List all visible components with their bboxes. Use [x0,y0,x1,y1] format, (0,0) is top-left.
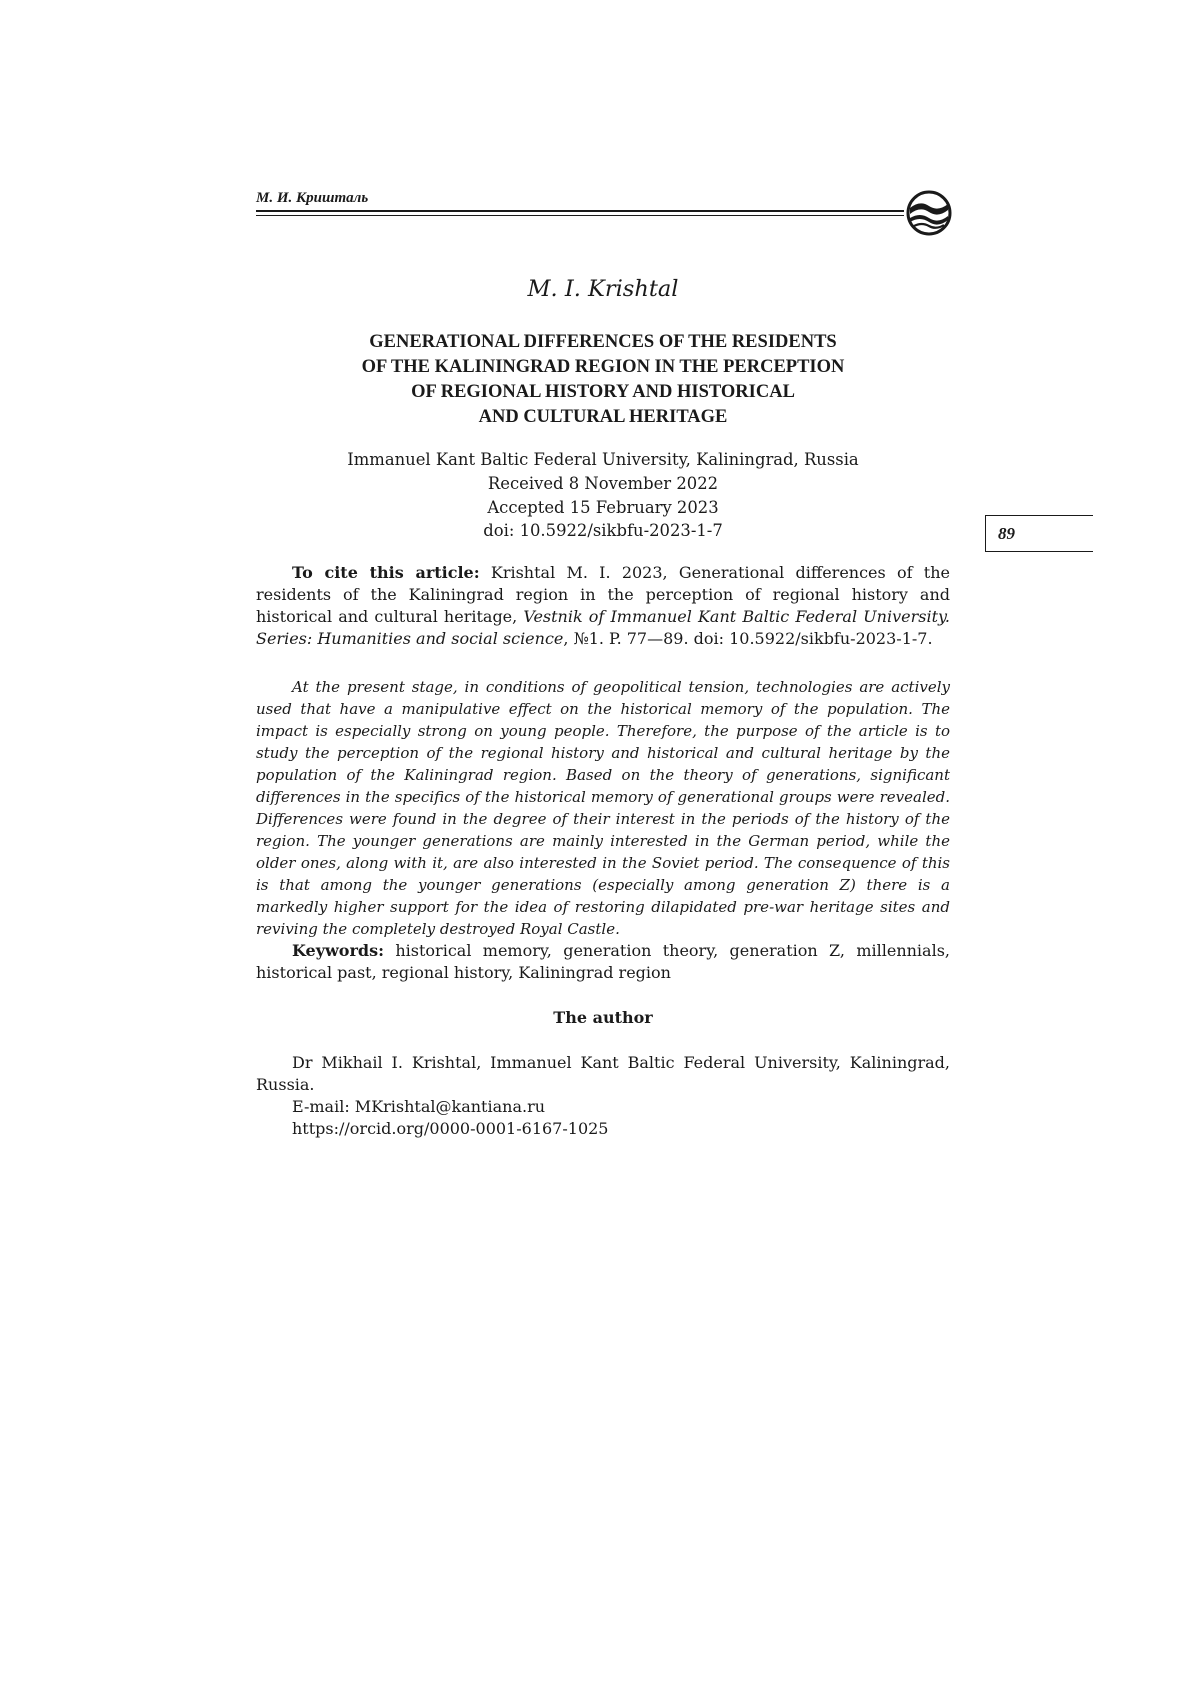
title-line: OF THE KALININGRAD REGION IN THE PERCEPTION [361,357,845,377]
citation [256,562,950,650]
keywords-label: Keywords: [292,941,385,960]
article-title [256,330,950,430]
doi: doi: 10.5922/sikbfu-2023-1-7 [483,521,723,541]
journal-wave-logo-icon [904,188,954,238]
keywords [256,940,950,984]
received-date: Received 8 November 2022 [487,473,719,493]
title-line: GENERATIONAL DIFFERENCES OF THE RESIDENTS [369,332,837,352]
abstract: At the present stage, in conditions of geopolitical tension, technologies are actively used that have a manipulative effect on the historical memory of the population. The impact is especially strong on young people. Therefore, the purpose of the article is to study the perception of the regional history and historical and cultural heritage by the population of the Kaliningrad region. Based on the theory of generations, significant differences in the specifics of the historical memory of generational groups were revealed. Differences were found in the degree of their interest in the periods of the history of the region. The younger generations are mainly interested in the German period, while the older ones, along with it, are also interested in the Soviet period. The consequence of this is that among the younger generations (especially among generation Z) there is a markedly higher support for the idea of restoring dilapidated pre-war heritage sites and reviving the completely destroyed Royal Castle. [256,678,950,938]
author-bio-block [256,1052,950,1140]
author-bio: Dr Mikhail I. Krishtal, Immanuel Kant Baltic Federal University, Kaliningrad, Russia. [256,1053,950,1094]
title-line: OF REGIONAL HISTORY AND HISTORICAL [411,382,795,402]
article-author: M. I. Krishtal [527,276,679,302]
citation-text: Krishtal M. I. 2023, Generational differences of the residents of the Kaliningrad region in the perception of regional history and historical and cultural heritage, [256,563,950,626]
author-email: E-mail: MKrishtal@kantiana.ru [292,1097,546,1116]
citation-issue: , №1. P. 77—89. doi: 10.5922/sikbfu-2023-1-7. [563,629,933,648]
header-rule-thin [256,215,904,216]
title-line: AND CULTURAL HERITAGE [478,407,728,427]
header-rule [256,210,904,212]
author-section-heading: The author [553,1008,653,1027]
affiliation: Immanuel Kant Baltic Federal University, Kaliningrad, Russia [347,450,859,469]
citation-journal: Vestnik of Immanuel Kant Baltic Federal University. Series: Humanities and social science [256,607,950,648]
accepted-date: Accepted 15 February 2023 [487,497,719,517]
author-orcid: https://orcid.org/0000-0001-6167-1025 [292,1119,609,1138]
citation-label: To cite this article: [292,563,480,582]
page-number-box [985,515,1093,552]
affiliation-block [256,448,950,543]
running-head: М. И. Криштaль [256,190,369,206]
page-number: 89 [998,524,1015,543]
keywords-text: historical memory, generation theory, generation Z, millennials, historical past, regional history, Kaliningrad region [256,941,950,982]
